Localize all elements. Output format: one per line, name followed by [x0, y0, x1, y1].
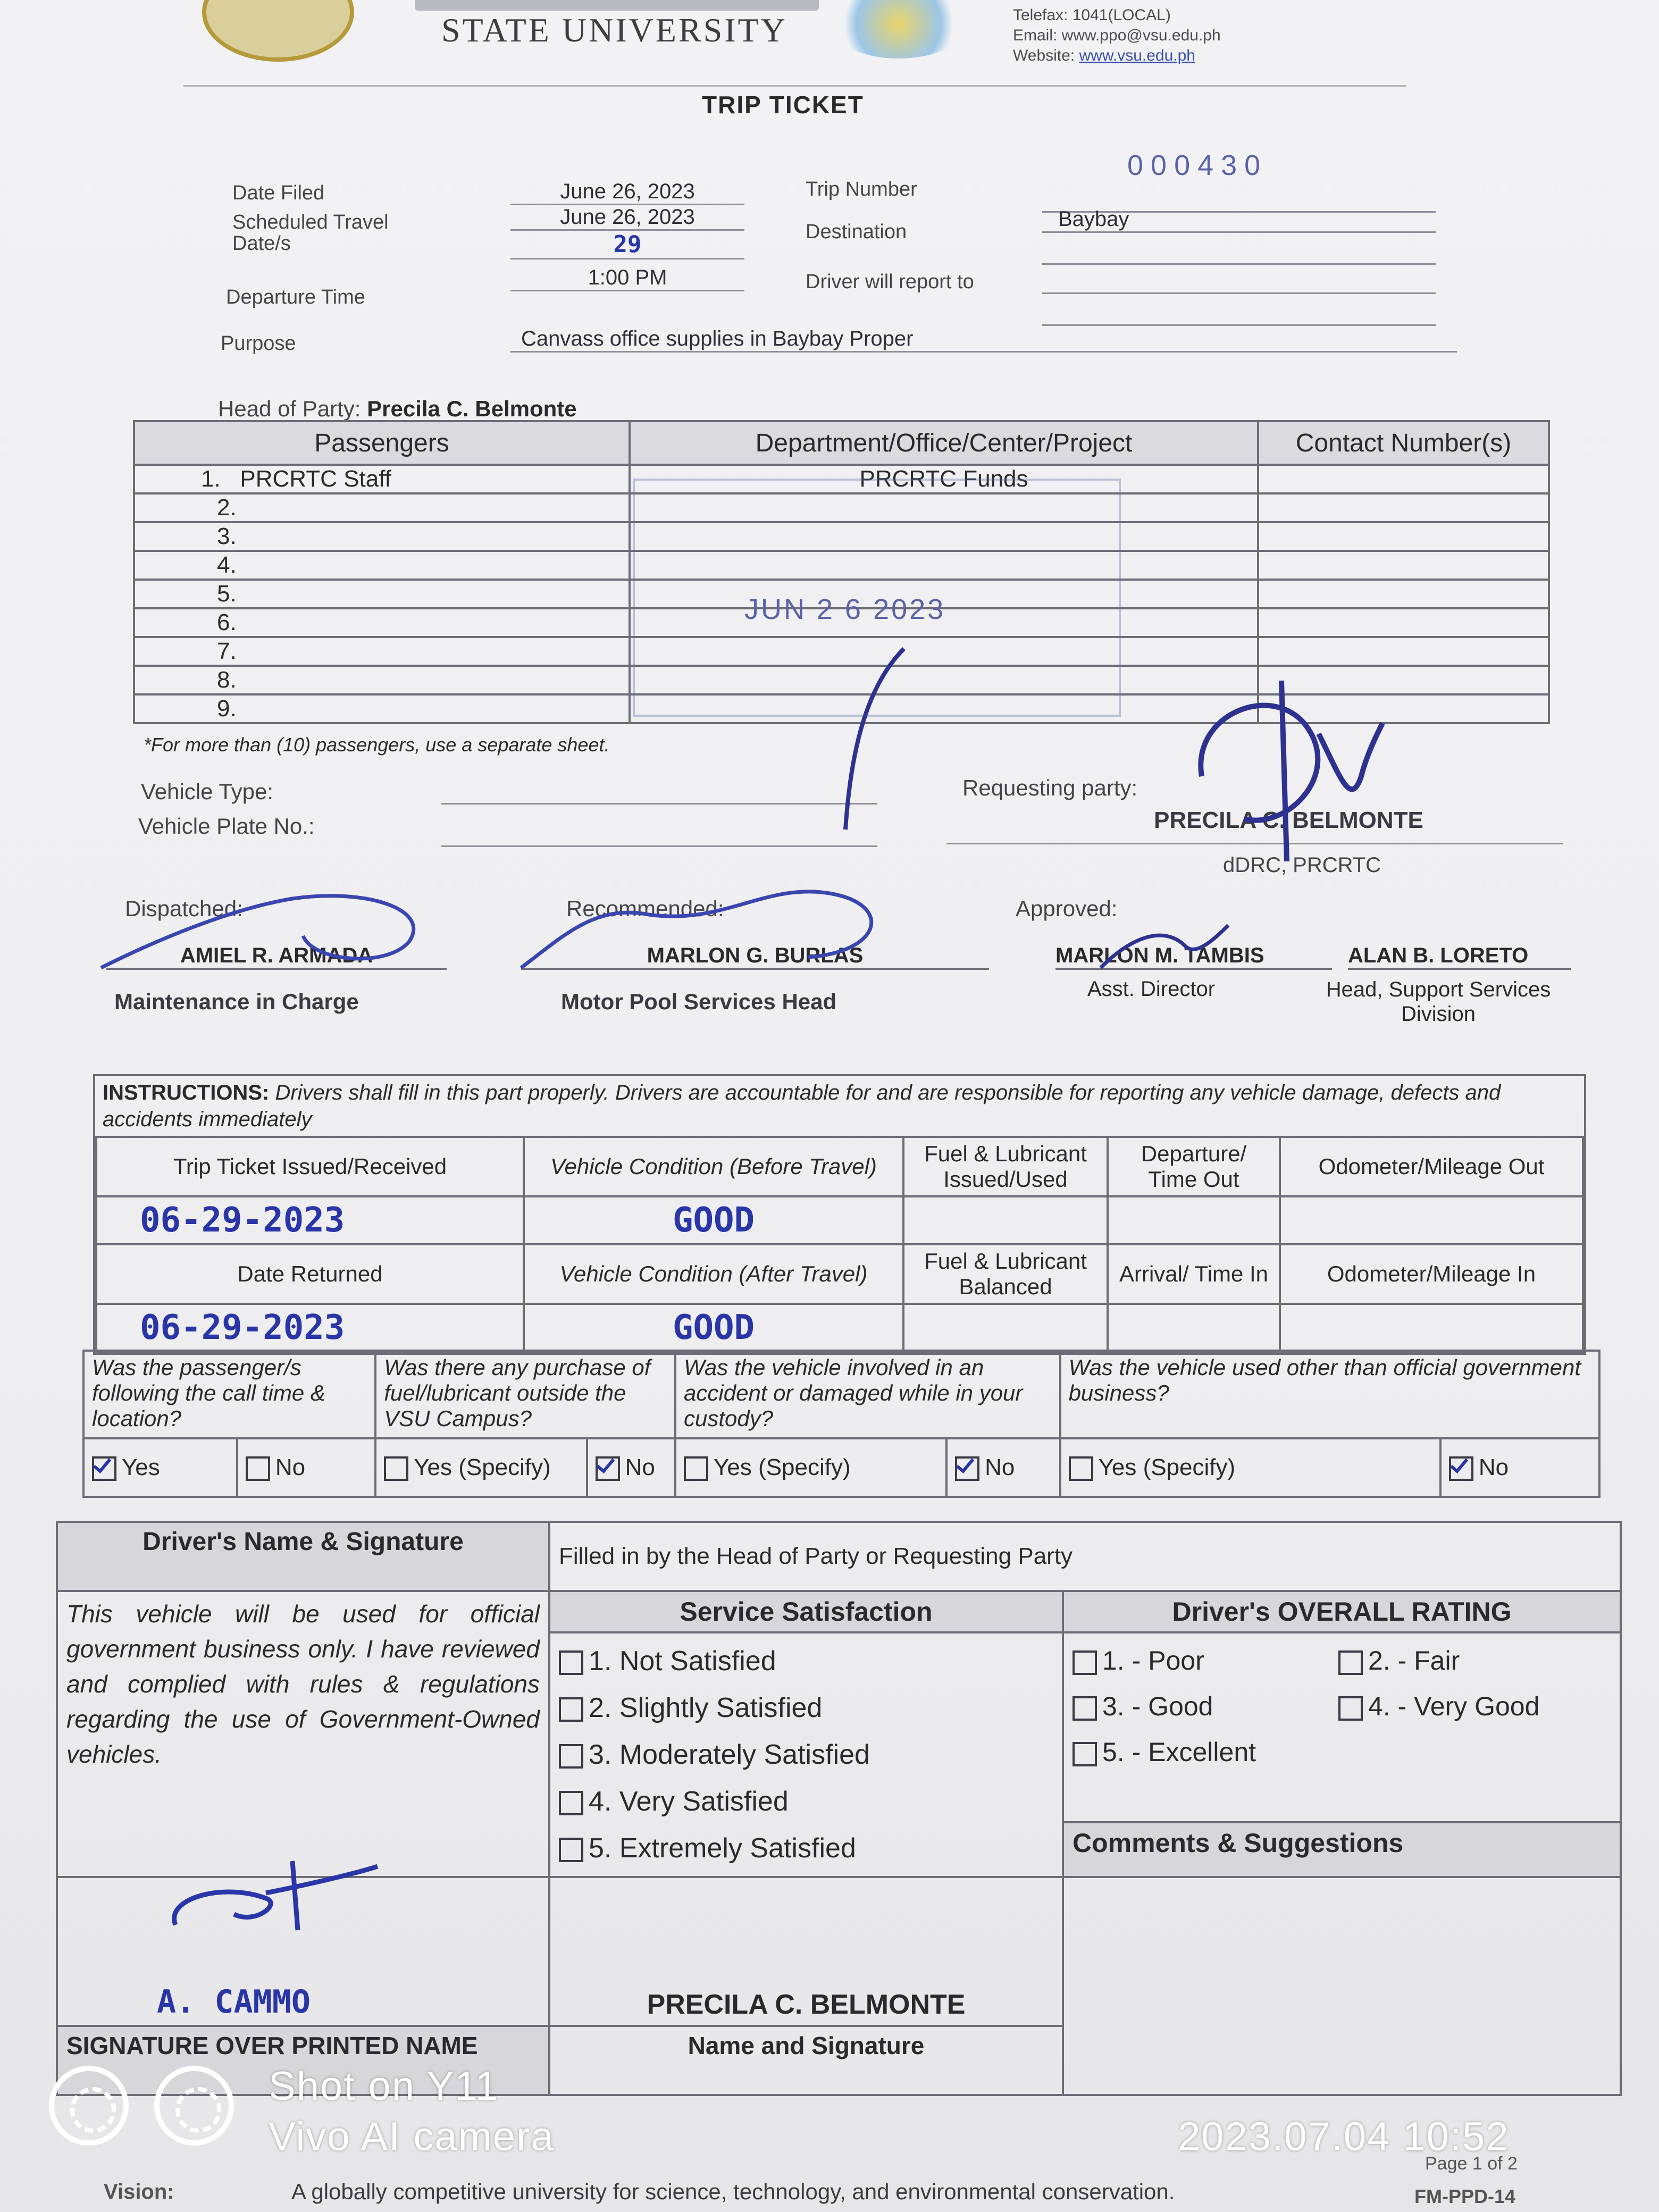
approver-2-title: Head, Support Services Division [1326, 978, 1551, 1026]
signature-printed-name-label: SIGNATURE OVER PRINTED NAME [57, 2026, 549, 2095]
q2-yes-option[interactable]: Yes (Specify) [375, 1438, 586, 1497]
condition-after-value: GOOD [524, 1304, 903, 1352]
rating-checkbox[interactable] [1073, 1696, 1097, 1721]
trip-number-label: Trip Number [806, 178, 917, 200]
requesting-party-label: Requesting party: [962, 775, 1138, 800]
q2-no-checkbox[interactable] [596, 1456, 620, 1481]
head-party-signature-name: PRECILA C. BELMONTE [549, 1877, 1063, 2026]
website-label: Website: [1013, 47, 1075, 64]
driver-rating-header: Driver's OVERALL RATING [1063, 1591, 1621, 1632]
comments-box[interactable] [1063, 1877, 1621, 2095]
q2-no-option[interactable]: No [587, 1438, 675, 1497]
driver-report-line-2 [1042, 324, 1436, 326]
name-and-signature-label: Name and Signature [549, 2026, 1063, 2095]
destination-line-2 [1042, 263, 1436, 265]
vehicle-plate-label: Vehicle Plate No.: [138, 814, 315, 839]
table-row: 2. [134, 493, 1549, 522]
question-accident: Was the vehicle involved in an accident or damaged while in your custody? [675, 1351, 1060, 1438]
vision-text: A globally competitive university for science, technology, and environmental conservation. [291, 2179, 1175, 2204]
q4-yes-checkbox[interactable] [1069, 1456, 1093, 1481]
departure-time-label: Departure Time [226, 286, 365, 308]
dispatched-name: AMIEL R. ARMADA [106, 944, 447, 970]
rating-option[interactable]: 3. - Good [1073, 1683, 1338, 1729]
instructions-section [93, 1074, 1586, 1355]
page-number: Page 1 of 2 [1425, 2154, 1518, 2174]
requesting-signature [1180, 670, 1404, 872]
rating-options [1063, 1632, 1621, 1822]
purpose-label: Purpose [221, 332, 296, 355]
university-seal-icon [202, 0, 354, 62]
col-department: Department/Office/Center/Project [630, 421, 1258, 465]
approver-signature [1090, 915, 1250, 978]
date-filed-value: June 26, 2023 [510, 180, 744, 205]
satisfaction-option[interactable]: 1. Not Satisfied [559, 1638, 1053, 1685]
passenger-department: PRCRTC Funds [630, 465, 1258, 493]
issued-received-header: Trip Ticket Issued/Received [96, 1137, 524, 1196]
table-row: 6. [134, 608, 1549, 637]
head-of-party-label: Head of Party: Precila C. Belmonte [218, 396, 577, 421]
satisfaction-option[interactable]: 2. Slightly Satisfied [559, 1685, 1053, 1731]
rating-option[interactable]: 2. - Fair [1338, 1638, 1460, 1683]
destination-value: Baybay [1042, 207, 1436, 233]
approved-label: Approved: [1016, 896, 1118, 921]
driver-signature-scribble [160, 1850, 383, 1946]
service-satisfaction-header: Service Satisfaction [549, 1591, 1063, 1632]
vehicle-type-label: Vehicle Type: [141, 779, 274, 804]
comments-header: Comments & Suggestions [1063, 1822, 1621, 1877]
dispatched-title: Maintenance in Charge [114, 989, 359, 1014]
odometer-in-header: Odometer/Mileage In [1280, 1244, 1583, 1304]
satisfaction-option[interactable]: 5. Extremely Satisfied [559, 1825, 1053, 1872]
dispatched-signature [90, 877, 452, 984]
satisfaction-option[interactable]: 4. Very Satisfied [559, 1778, 1053, 1825]
satisfaction-checkbox[interactable] [559, 1650, 583, 1675]
rating-option[interactable]: 5. - Excellent [1073, 1729, 1611, 1775]
table-row: 4. [134, 551, 1549, 580]
head-of-party-value: Precila C. Belmonte [367, 396, 577, 421]
filled-by-header: Filled in by the Head of Party or Requesting Party [549, 1522, 1621, 1591]
q1-yes-checkbox[interactable] [92, 1456, 116, 1481]
q2-yes-checkbox[interactable] [384, 1456, 408, 1481]
col-contact: Contact Number(s) [1258, 421, 1549, 465]
driver-name-signature-header: Driver's Name & Signature [57, 1522, 549, 1591]
q3-yes-option[interactable]: Yes (Specify) [675, 1438, 946, 1497]
vehicle-plate-value [441, 845, 877, 847]
condition-after-header: Vehicle Condition (After Travel) [524, 1244, 903, 1304]
rating-checkbox[interactable] [1338, 1696, 1363, 1721]
purpose-value: Canvass office supplies in Baybay Proper [510, 327, 1457, 353]
departure-time-value: 1:00 PM [510, 266, 744, 291]
table-row: 3. [134, 522, 1549, 551]
driver-signature-text: A. CAMMO [157, 1983, 311, 2021]
table-row: 7. [134, 637, 1549, 666]
evaluation-table [56, 1521, 1622, 2096]
driver-report-value [1042, 292, 1436, 294]
rating-option[interactable]: 1. - Poor [1073, 1638, 1338, 1683]
trip-number-value: 000430 [1042, 149, 1436, 213]
question-call-time: Was the passenger/s following the call time & location? [83, 1351, 375, 1438]
table-row: 1. PRCRTC Staff PRCRTC Funds [134, 465, 1549, 493]
approval-checkmark [835, 643, 909, 835]
approver-2-name: ALAN B. LORETO [1348, 944, 1571, 970]
satisfaction-options [549, 1632, 1063, 1877]
odometer-out-header: Odometer/Mileage Out [1280, 1137, 1583, 1196]
q1-yes-option[interactable]: Yes [83, 1438, 237, 1497]
passenger-note: *For more than (10) passengers, use a separate sheet. [144, 734, 610, 756]
passenger-name: PRCRTC Staff [240, 466, 391, 492]
university-name: STATE UNIVERSITY [441, 11, 787, 49]
watermark-shot-on: Shot on Y11 [269, 2064, 499, 2109]
vision-label: Vision: [104, 2180, 174, 2203]
driver-statement: This vehicle will be used for official government business only. I have reviewed and complied with rules & regulations regarding the use of Government-Owned vehicles. [57, 1591, 549, 1877]
vehicle-log-table [95, 1136, 1584, 1353]
arrival-time-in-header: Arrival/ Time In [1108, 1244, 1280, 1304]
satisfaction-checkbox[interactable] [559, 1744, 583, 1769]
scheduled-travel-value: June 26, 2023 [510, 205, 744, 231]
date-returned-header: Date Returned [96, 1244, 524, 1304]
satisfaction-checkbox[interactable] [559, 1697, 583, 1722]
q3-no-checkbox[interactable] [955, 1456, 979, 1481]
q4-yes-option[interactable]: Yes (Specify) [1060, 1438, 1440, 1497]
condition-before-header: Vehicle Condition (Before Travel) [524, 1137, 903, 1196]
stamp-date: JUN 2 6 2023 [744, 593, 946, 625]
issued-received-value: 06-29-2023 [96, 1196, 524, 1244]
question-fuel-purchase: Was there any purchase of fuel/lubricant outside the VSU Campus? [375, 1351, 675, 1438]
scheduled-travel-label: Scheduled Travel Date/s [232, 211, 389, 255]
approver-1-title: Asst. Director [1087, 977, 1216, 1001]
q4-no-checkbox[interactable] [1449, 1456, 1473, 1481]
question-official-use: Was the vehicle used other than official government business? [1060, 1351, 1599, 1438]
satisfaction-checkbox[interactable] [559, 1838, 583, 1862]
departure-time-out-header: Departure/ Time Out [1108, 1137, 1280, 1196]
website-link[interactable]: www.vsu.edu.ph [1079, 47, 1195, 64]
header-divider [183, 85, 1406, 87]
fuel-balanced-header: Fuel & Lubricant Balanced [903, 1244, 1108, 1304]
requesting-party-name: PRECILA C. BELMONTE [1154, 807, 1423, 833]
satisfaction-checkbox[interactable] [559, 1791, 583, 1815]
destination-label: Destination [806, 221, 907, 243]
approver-1-name: MARLON M. TAMBIS [1055, 944, 1332, 970]
col-passengers: Passengers [134, 421, 630, 465]
contact-telefax: Telefax: 1041(LOCAL) [1013, 6, 1171, 24]
recommended-label: Recommended: [566, 896, 724, 921]
driver-report-label: Driver will report to [806, 271, 974, 293]
camera-lens-icon [154, 2066, 234, 2146]
q1-no-option[interactable]: No [237, 1438, 375, 1497]
rating-checkbox[interactable] [1073, 1742, 1097, 1766]
watermark-timestamp: 2023.07.04 10:52 [1178, 2114, 1510, 2159]
dispatched-label: Dispatched: [125, 896, 243, 921]
rating-checkbox[interactable] [1073, 1650, 1097, 1675]
fuel-issued-header: Fuel & Lubricant Issued/Used [903, 1137, 1108, 1196]
date-returned-value: 06-29-2023 [96, 1304, 524, 1352]
document-title: TRIP TICKET [702, 91, 864, 119]
recommended-title: Motor Pool Services Head [561, 989, 837, 1014]
condition-before-value: GOOD [524, 1196, 903, 1244]
requesting-party-title: dDRC, PRCRTC [1223, 853, 1381, 877]
recommended-name: MARLON G. BURLAS [521, 944, 989, 970]
contact-block [1013, 5, 1221, 66]
instructions-text: INSTRUCTIONS: Drivers shall fill in this part properly. Drivers are accountable for and are responsible for reporting any vehicle damage, defects and accidents immediately [103, 1081, 1501, 1131]
table-row: 5. [134, 580, 1549, 608]
satisfaction-option[interactable]: 3. Moderately Satisfied [559, 1731, 1053, 1778]
q3-no-option[interactable]: No [946, 1438, 1060, 1497]
rating-option[interactable]: 4. - Very Good [1338, 1683, 1539, 1729]
partner-logo-icon [830, 0, 968, 58]
camera-shutter-icon [49, 2066, 129, 2146]
date-filed-label: Date Filed [232, 182, 325, 204]
q4-no-option[interactable]: No [1440, 1438, 1599, 1497]
university-wordmark [415, 0, 819, 11]
recommended-signature [510, 872, 915, 994]
driver-questions-table [82, 1350, 1601, 1498]
table-row: 9. [134, 694, 1549, 723]
q3-yes-checkbox[interactable] [684, 1456, 708, 1481]
watermark-camera: Vivo AI camera [269, 2114, 555, 2159]
table-row: 8. [134, 666, 1549, 694]
rating-checkbox[interactable] [1338, 1650, 1363, 1675]
q1-no-checkbox[interactable] [246, 1456, 270, 1481]
scheduled-travel-handwritten: 29 [510, 231, 744, 259]
vehicle-type-value [441, 803, 877, 805]
contact-email: Email: www.ppo@vsu.edu.ph [1013, 27, 1221, 44]
form-code: FM-PPD-14 [1414, 2185, 1516, 2207]
